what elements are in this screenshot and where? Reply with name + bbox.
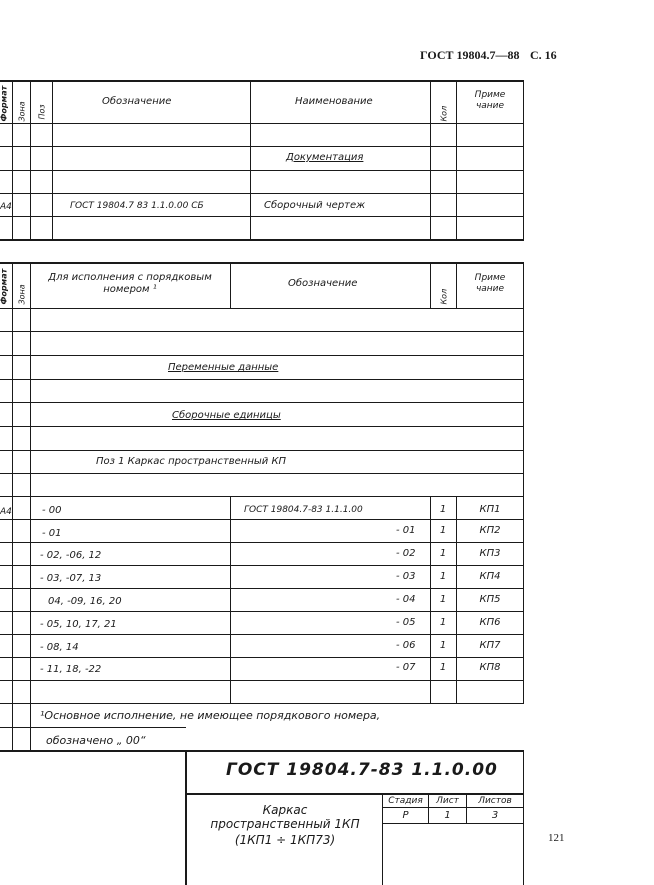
row-1-note: КП1	[479, 504, 501, 515]
row-5-designation: - 04	[396, 594, 416, 605]
col-format-header-2: Формат	[0, 268, 9, 305]
row-7-variants: - 08, 14	[40, 642, 79, 653]
row-1-designation: ГОСТ 19804.7-83 1.1.1.00	[244, 505, 363, 515]
row-3-designation: - 02	[396, 548, 416, 559]
row-format: А4	[0, 202, 12, 212]
row-3-variants: - 02, -06, 12	[40, 550, 102, 561]
row-4-designation: - 03	[396, 571, 416, 582]
row-7-qty: 1	[439, 640, 447, 651]
row-1-qty: 1	[439, 504, 447, 515]
row-8-designation: - 07	[396, 662, 416, 673]
col-designation-header-2: Обозначение	[288, 278, 358, 289]
col-name-header: Наименование	[295, 96, 373, 107]
row-3-qty: 1	[439, 548, 447, 559]
row-6-variants: - 05, 10, 17, 21	[40, 619, 117, 630]
col-zone-header-2: Зона	[17, 284, 27, 305]
footnote-line-2: обозначено „ 00“	[46, 734, 146, 747]
row-6-note: КП6	[479, 617, 501, 628]
row-8-variants: - 11, 18, -22	[40, 664, 102, 675]
row-8-qty: 1	[439, 662, 447, 673]
row-2-designation: - 01	[396, 525, 416, 536]
col-qty-header: Кол	[439, 105, 449, 122]
row-7-note: КП7	[479, 640, 501, 651]
page-label: С. 16	[530, 48, 557, 62]
title-name-line-1: Каркас	[262, 803, 308, 817]
sheet-value: 1	[444, 810, 451, 821]
page-number: 121	[548, 832, 565, 844]
row-6-designation: - 05	[396, 617, 416, 628]
title-name-line-2: пространственный 1КП	[210, 817, 360, 831]
document-header: ГОСТ 19804.7—88	[420, 48, 520, 62]
row-5-variants: 04, -09, 16, 20	[48, 596, 122, 607]
row-2-qty: 1	[439, 525, 447, 536]
col-note-header: Приме чание	[474, 90, 506, 111]
row-5-note: КП5	[479, 594, 501, 605]
row-2-variants: - 01	[42, 528, 62, 539]
title-name-line-3: (1КП1 ÷ 1КП73)	[234, 833, 336, 847]
col-variant-header: Для исполнения с порядковым номером ¹	[48, 272, 212, 295]
sheets-label: Листов	[478, 796, 512, 806]
row-7-designation: - 06	[396, 640, 416, 651]
row-4-qty: 1	[439, 571, 447, 582]
col-qty-header-2: Кол	[439, 288, 449, 305]
row-2-note: КП2	[479, 525, 501, 536]
section-assembly-units: Сборочные единицы	[172, 410, 281, 421]
stage-value: Р	[402, 810, 409, 821]
stage-label: Стадия	[388, 796, 423, 806]
row-1-format: А4	[0, 507, 12, 517]
row-6-qty: 1	[439, 617, 447, 628]
row-4-note: КП4	[479, 571, 501, 582]
section-variable-data: Переменные данные	[168, 362, 279, 373]
row-5-qty: 1	[439, 594, 447, 605]
row-3-note: КП3	[479, 548, 501, 559]
row-4-variants: - 03, -07, 13	[40, 573, 102, 584]
title-block-code: ГОСТ 19804.7-83 1.1.0.00	[226, 760, 498, 780]
row-1-variants: - 00	[42, 505, 62, 516]
col-zone-header: Зона	[17, 101, 27, 122]
footnote-line-1: ¹Основное исполнение, не имеющее порядкового номера,	[40, 709, 381, 722]
row-8-note: КП8	[479, 662, 501, 673]
col-pos-header: Поз	[37, 104, 47, 120]
row-name: Сборочный чертеж	[264, 200, 366, 211]
sheet-label: Лист	[436, 796, 459, 806]
row-designation: ГОСТ 19804.7 83 1.1.0.00 СБ	[70, 201, 204, 211]
section-documentation: Документация	[286, 152, 364, 163]
col-designation-header: Обозначение	[102, 96, 172, 107]
item-title: Поз 1 Каркас пространственный КП	[96, 456, 287, 467]
col-note-header-2: Приме чание	[474, 273, 506, 294]
col-format-header: Формат	[0, 85, 9, 122]
sheets-value: 3	[491, 810, 499, 821]
